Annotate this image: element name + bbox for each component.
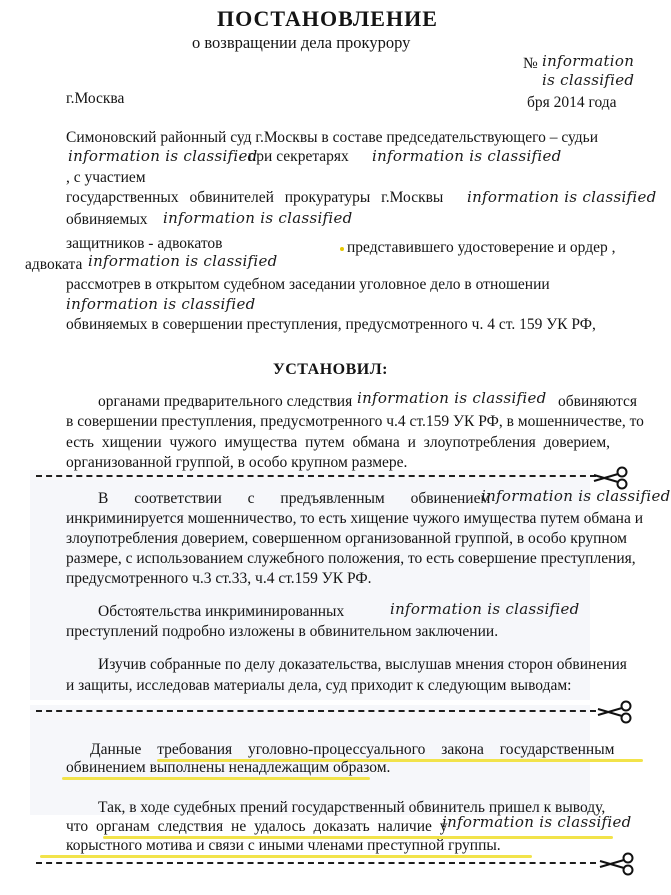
scissors-icon: [598, 852, 636, 876]
defenders-label: защитников - адвокатов: [66, 235, 223, 252]
redacted-name: information is classified: [357, 389, 547, 407]
document-subtitle: о возвращении дела прокурору: [192, 33, 411, 52]
redacted-name: information is classified: [481, 487, 671, 505]
established-heading: УСТАНОВИЛ:: [273, 361, 388, 378]
paragraph-4-line: Изучив собранные по делу доказательства, выслушав мнения сторон обвинения: [98, 656, 627, 673]
paragraph-1-line: есть хищении чужого имущества путем обмана и злоупотребления доверием,: [66, 434, 610, 451]
case-number-sign: №: [523, 55, 538, 72]
paragraph-2-line: инкриминируется мошенничество, то есть хищение чужого имущества путем обмана и: [66, 510, 644, 527]
prosecutors-label: государственных обвинителей прокуратуры г.Москвы: [66, 189, 444, 206]
paragraph-1-line: обвиняются: [558, 393, 638, 410]
paragraph-2-line: размере, с использованием служебного положения, то есть совершение преступления,: [66, 550, 636, 567]
city: г.Москва: [66, 90, 125, 107]
participation-label: , с участием: [66, 169, 146, 186]
paragraph-5-line: Данные требования уголовно-процессуального закона государственным: [90, 741, 615, 758]
paragraph-2-line: злоупотребления доверием, совершенном организованной группой, в особо крупном: [66, 530, 627, 547]
paragraph-4-line: и защиты, исследовав материалы дела, суд приходит к следующим выводам:: [66, 677, 572, 694]
scissors-icon: [596, 700, 634, 724]
redacted-prosecutors: information is classified: [467, 188, 657, 206]
highlight-underline: [62, 777, 370, 780]
redacted-case-number: information is classified: [542, 52, 635, 89]
paragraph-2-line: предусмотренного ч.3 ст.33, ч.4 ст.159 УК РФ.: [66, 570, 372, 587]
highlight-mark: [340, 247, 344, 251]
certificate-text: представившего удостоверение и ордер ,: [347, 239, 616, 256]
charged-text: обвиняемых в совершении преступления, предусмотренного ч. 4 ст. 159 УК РФ,: [66, 316, 596, 333]
redacted-secretaries: information is classified: [372, 147, 562, 165]
paragraph-3-line: Обстоятельства инкриминированных: [98, 603, 345, 620]
cut-line: [36, 475, 596, 477]
secretaries-label: при секретарях: [248, 148, 349, 165]
paragraph-1-line: в совершении преступления, предусмотренного ч.4 ст.159 УК РФ, в мошенничестве, то: [66, 413, 644, 430]
decision-date: бря 2014 года: [527, 94, 617, 111]
redacted-lawyer: information is classified: [88, 252, 278, 270]
redacted-accused: information is classified: [163, 209, 353, 227]
court-composition: Симоновский районный суд г.Москвы в составе председательствующего – судьи: [66, 129, 599, 146]
paragraph-1-line: организованной группой, в особо крупном размере.: [66, 454, 408, 471]
document-title: ПОСТАНОВЛЕНИЕ: [217, 6, 438, 31]
lawyer-label: адвоката: [25, 256, 83, 273]
paragraph-6-line: корыстного мотива и связи с иными членами преступной группы.: [66, 837, 501, 854]
accused-label: обвиняемых: [66, 211, 148, 228]
paragraph-3-line: преступлений подробно изложены в обвинительном заключении.: [66, 623, 499, 640]
redacted-defendants: information is classified: [66, 295, 256, 313]
redacted-judge: information is classified: [68, 147, 258, 165]
paragraph-1-line: органами предварительного следствия: [98, 393, 353, 410]
cut-line: [36, 862, 596, 864]
highlight-underline: [40, 855, 532, 858]
cut-line: [36, 710, 596, 712]
paragraph-6-line: Так, в ходе судебных прений государственный обвинитель пришел к выводу,: [98, 799, 606, 816]
paragraph-6-line: что органам следствия не удалось доказать наличие у: [66, 818, 448, 835]
paragraph-5-line: обвинением выполнены ненадлежащим образом.: [66, 759, 391, 776]
considered-text: рассмотрев в открытом судебном заседании уголовное дело в отношении: [66, 276, 550, 293]
paragraph-2-line: В соответствии с предъявленным обвинением: [98, 490, 491, 507]
redacted-name: information is classified: [442, 813, 632, 831]
redacted-names: information is classified: [390, 600, 580, 618]
